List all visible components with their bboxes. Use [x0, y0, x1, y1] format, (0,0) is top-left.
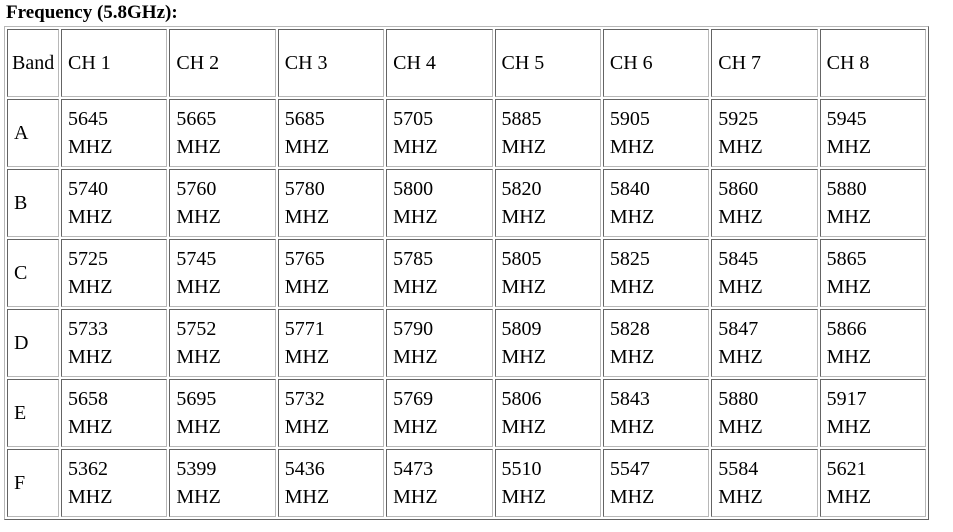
frequency-cell	[603, 99, 709, 167]
frequency-cell	[820, 169, 926, 237]
frequency-value: 5843	[609, 388, 650, 410]
frequency-cell	[61, 99, 167, 167]
channel-header-7: CH 7	[711, 29, 817, 97]
frequency-unit: MHZ	[501, 416, 546, 438]
frequency-unit: MHZ	[501, 206, 546, 228]
frequency-cell	[603, 169, 709, 237]
frequency-cell	[169, 449, 275, 517]
frequency-unit: MHZ	[284, 486, 330, 508]
frequency-value: 5752	[176, 318, 217, 340]
frequency-value: 5880	[826, 178, 867, 200]
channel-header-5: CH 5	[495, 29, 601, 97]
frequency-value: 5584	[718, 458, 759, 480]
frequency-cell	[278, 309, 384, 377]
frequency-cell	[711, 449, 817, 517]
frequency-unit: MHZ	[501, 276, 546, 298]
frequency-cell	[495, 449, 601, 517]
channel-header-8: CH 8	[820, 29, 926, 97]
table-row	[7, 99, 926, 167]
frequency-cell	[169, 99, 275, 167]
frequency-unit: MHZ	[176, 416, 221, 438]
frequency-cell	[61, 449, 167, 517]
table-header-row	[7, 29, 926, 97]
frequency-value: 5860	[718, 178, 759, 200]
frequency-cell	[278, 449, 384, 517]
frequency-unit: MHZ	[501, 486, 546, 508]
frequency-unit: MHZ	[68, 136, 113, 158]
frequency-cell	[495, 239, 601, 307]
frequency-cell	[61, 169, 167, 237]
frequency-unit: MHZ	[284, 346, 330, 368]
frequency-unit: MHZ	[609, 276, 655, 298]
frequency-value: 5665	[176, 108, 217, 130]
frequency-value: 5399	[176, 458, 217, 480]
frequency-unit: MHZ	[284, 276, 330, 298]
frequency-value: 5828	[609, 318, 650, 340]
frequency-unit: MHZ	[609, 486, 655, 508]
frequency-value: 5925	[718, 108, 759, 130]
band-column-header: Band	[7, 29, 59, 97]
frequency-value: 5820	[501, 178, 542, 200]
frequency-value: 5805	[501, 248, 542, 270]
frequency-cell	[61, 309, 167, 377]
frequency-unit: MHZ	[609, 136, 655, 158]
frequency-value: 5725	[68, 248, 108, 270]
frequency-cell	[820, 379, 926, 447]
frequency-cell	[386, 379, 492, 447]
table-row	[7, 239, 926, 307]
frequency-value: 5945	[826, 108, 867, 130]
frequency-unit: MHZ	[284, 416, 330, 438]
frequency-unit: MHZ	[609, 346, 655, 368]
frequency-unit: MHZ	[718, 486, 763, 508]
frequency-cell	[603, 309, 709, 377]
channel-header-4: CH 4	[386, 29, 492, 97]
frequency-value: 5510	[501, 458, 542, 480]
frequency-unit: MHZ	[68, 206, 113, 228]
frequency-unit: MHZ	[176, 136, 221, 158]
band-label: C	[7, 239, 59, 307]
frequency-unit: MHZ	[393, 276, 438, 298]
frequency-value: 5845	[718, 248, 759, 270]
frequency-cell	[495, 99, 601, 167]
frequency-value: 5685	[284, 108, 325, 130]
frequency-cell	[278, 239, 384, 307]
frequency-unit: MHZ	[609, 416, 655, 438]
frequency-value: 5905	[609, 108, 650, 130]
frequency-cell	[169, 309, 275, 377]
frequency-unit: MHZ	[68, 346, 113, 368]
frequency-value: 5745	[176, 248, 217, 270]
frequency-unit: MHZ	[176, 206, 221, 228]
frequency-value: 5800	[393, 178, 434, 200]
frequency-value: 5865	[826, 248, 867, 270]
frequency-cell	[603, 379, 709, 447]
frequency-value: 5760	[176, 178, 217, 200]
frequency-cell	[61, 379, 167, 447]
table-row	[7, 449, 926, 517]
frequency-cell	[278, 379, 384, 447]
frequency-cell	[169, 379, 275, 447]
frequency-unit: MHZ	[68, 416, 113, 438]
frequency-cell	[386, 169, 492, 237]
frequency-unit: MHZ	[718, 416, 763, 438]
channel-header-1: CH 1	[61, 29, 167, 97]
frequency-cell	[61, 239, 167, 307]
frequency-value: 5809	[501, 318, 542, 340]
frequency-value: 5917	[826, 388, 867, 410]
frequency-unit: MHZ	[68, 276, 113, 298]
frequency-cell	[278, 99, 384, 167]
frequency-cell	[820, 449, 926, 517]
frequency-unit: MHZ	[826, 416, 872, 438]
frequency-value: 5885	[501, 108, 542, 130]
frequency-cell	[711, 169, 817, 237]
frequency-unit: MHZ	[176, 486, 221, 508]
frequency-cell	[820, 309, 926, 377]
frequency-cell	[169, 169, 275, 237]
table-row	[7, 309, 926, 377]
frequency-value: 5547	[609, 458, 650, 480]
frequency-unit: MHZ	[609, 206, 655, 228]
frequency-value: 5765	[284, 248, 325, 270]
frequency-unit: MHZ	[826, 486, 872, 508]
frequency-value: 5732	[284, 388, 325, 410]
frequency-cell	[495, 379, 601, 447]
frequency-unit: MHZ	[393, 416, 438, 438]
page-title: Frequency (5.8GHz):	[6, 2, 178, 23]
frequency-cell	[495, 309, 601, 377]
frequency-unit: MHZ	[718, 136, 763, 158]
frequency-value: 5705	[393, 108, 434, 130]
frequency-cell	[386, 309, 492, 377]
frequency-unit: MHZ	[393, 346, 438, 368]
frequency-value: 5695	[176, 388, 217, 410]
frequency-unit: MHZ	[826, 206, 872, 228]
band-label: A	[7, 99, 59, 167]
frequency-unit: MHZ	[718, 346, 763, 368]
frequency-unit: MHZ	[826, 276, 872, 298]
frequency-cell	[820, 99, 926, 167]
frequency-value: 5740	[68, 178, 108, 200]
frequency-cell	[603, 239, 709, 307]
frequency-table-body	[7, 29, 926, 517]
frequency-cell	[169, 239, 275, 307]
frequency-unit: MHZ	[501, 136, 546, 158]
frequency-value: 5645	[68, 108, 108, 130]
frequency-value: 5780	[284, 178, 325, 200]
frequency-value: 5785	[393, 248, 434, 270]
frequency-unit: MHZ	[393, 486, 438, 508]
frequency-unit: MHZ	[718, 206, 763, 228]
band-label: D	[7, 309, 59, 377]
frequency-cell	[386, 239, 492, 307]
frequency-value: 5621	[826, 458, 867, 480]
frequency-value: 5769	[393, 388, 434, 410]
frequency-unit: MHZ	[826, 346, 872, 368]
frequency-cell	[711, 379, 817, 447]
frequency-cell	[603, 449, 709, 517]
frequency-cell	[820, 239, 926, 307]
frequency-unit: MHZ	[393, 206, 438, 228]
frequency-cell	[278, 169, 384, 237]
frequency-cell	[711, 239, 817, 307]
frequency-value: 5847	[718, 318, 759, 340]
frequency-unit: MHZ	[826, 136, 872, 158]
frequency-table	[4, 26, 929, 520]
frequency-value: 5790	[393, 318, 434, 340]
frequency-unit: MHZ	[68, 486, 113, 508]
frequency-value: 5733	[68, 318, 108, 340]
frequency-value: 5658	[68, 388, 108, 410]
channel-header-6: CH 6	[603, 29, 709, 97]
frequency-unit: MHZ	[501, 346, 546, 368]
frequency-value: 5806	[501, 388, 542, 410]
band-label: E	[7, 379, 59, 447]
frequency-unit: MHZ	[284, 206, 330, 228]
frequency-value: 5771	[284, 318, 325, 340]
frequency-cell	[711, 99, 817, 167]
channel-header-2: CH 2	[169, 29, 275, 97]
frequency-cell	[386, 449, 492, 517]
frequency-cell	[495, 169, 601, 237]
frequency-value: 5866	[826, 318, 867, 340]
frequency-value: 5362	[68, 458, 108, 480]
frequency-cell	[386, 99, 492, 167]
band-label: F	[7, 449, 59, 517]
frequency-unit: MHZ	[284, 136, 330, 158]
frequency-value: 5436	[284, 458, 325, 480]
channel-header-3: CH 3	[278, 29, 384, 97]
band-label: B	[7, 169, 59, 237]
frequency-value: 5840	[609, 178, 650, 200]
table-row	[7, 169, 926, 237]
frequency-cell	[711, 309, 817, 377]
frequency-unit: MHZ	[718, 276, 763, 298]
frequency-value: 5473	[393, 458, 434, 480]
frequency-value: 5825	[609, 248, 650, 270]
frequency-unit: MHZ	[176, 346, 221, 368]
frequency-value: 5880	[718, 388, 759, 410]
table-row	[7, 379, 926, 447]
frequency-unit: MHZ	[393, 136, 438, 158]
frequency-unit: MHZ	[176, 276, 221, 298]
